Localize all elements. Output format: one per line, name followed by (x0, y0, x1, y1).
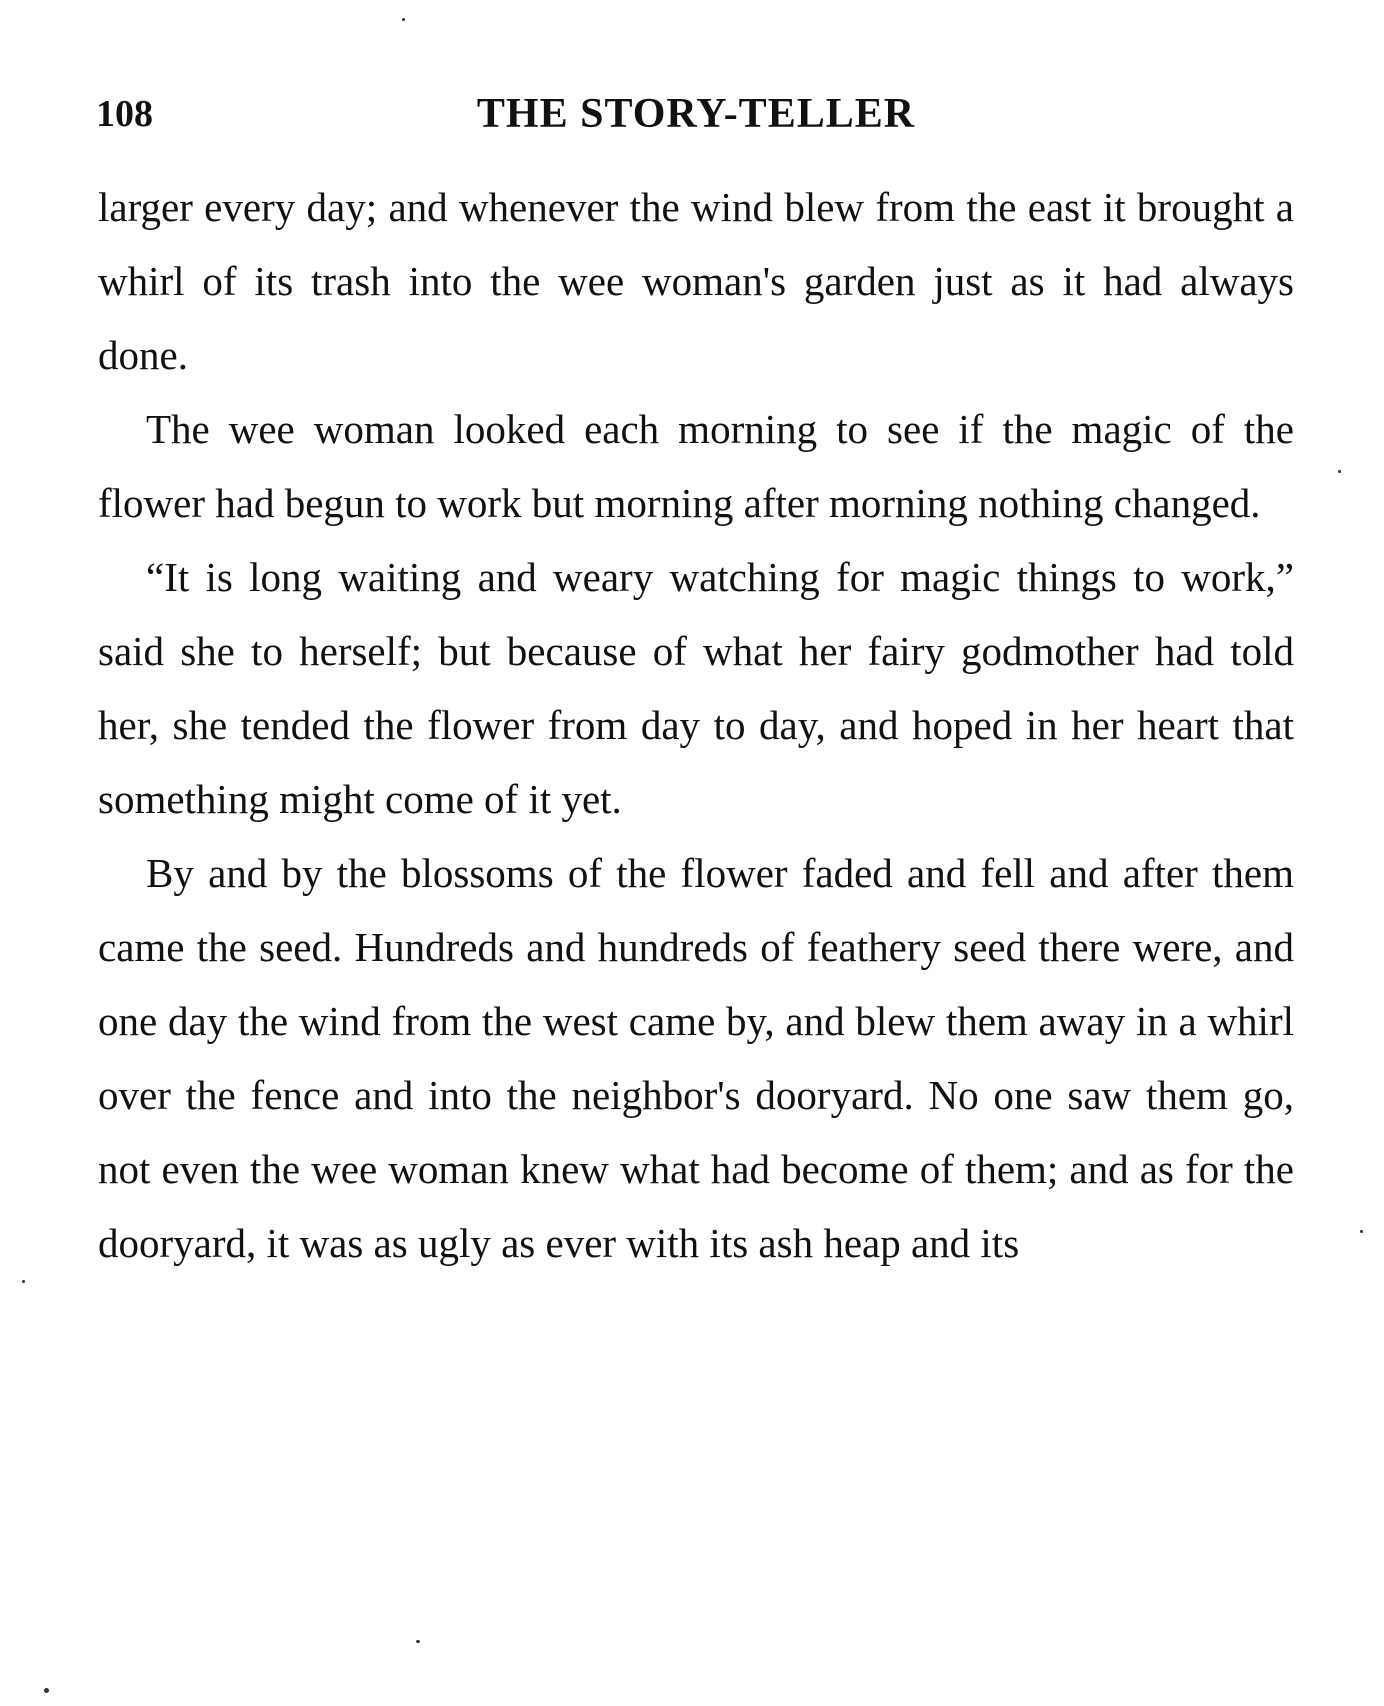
scan-speck (402, 18, 405, 21)
scan-speck (44, 1688, 49, 1693)
scan-speck (1338, 470, 1341, 473)
scan-speck (416, 1640, 420, 1643)
paragraph-4: By and by the blossoms of the flower faded and fell and after them came the seed. Hundreds and hundreds of feathery seed there were, and one day the wind from the west came by, and blew them away in a whirl over the fence and into the neighbor's dooryard. No one saw them go, not even the wee woman knew what had become of them; and as for the dooryard, it was as ugly as ever with its ash heap and its (98, 850, 1294, 1266)
running-title: THE STORY-TELLER (476, 91, 916, 137)
body-text (98, 170, 1294, 1280)
scan-speck (1360, 1230, 1363, 1233)
paragraph-3: “It is long waiting and weary watching for magic things to work,” said she to herself; but because of what her fairy godmother had told her, she tended the flower from day to day, and hoped in her heart that something might come of it yet. (98, 554, 1294, 822)
paragraph-1: larger every day; and whenever the wind blew from the east it brought a whirl of its trash into the wee woman's garden just as it had always done. (98, 184, 1294, 378)
paragraph-2: The wee woman looked each morning to see if the magic of the flower had begun to work but morning after morning nothing changed. (98, 406, 1294, 526)
scan-speck (22, 1280, 25, 1283)
page-number: 108 (96, 93, 153, 135)
running-head (96, 88, 1296, 140)
